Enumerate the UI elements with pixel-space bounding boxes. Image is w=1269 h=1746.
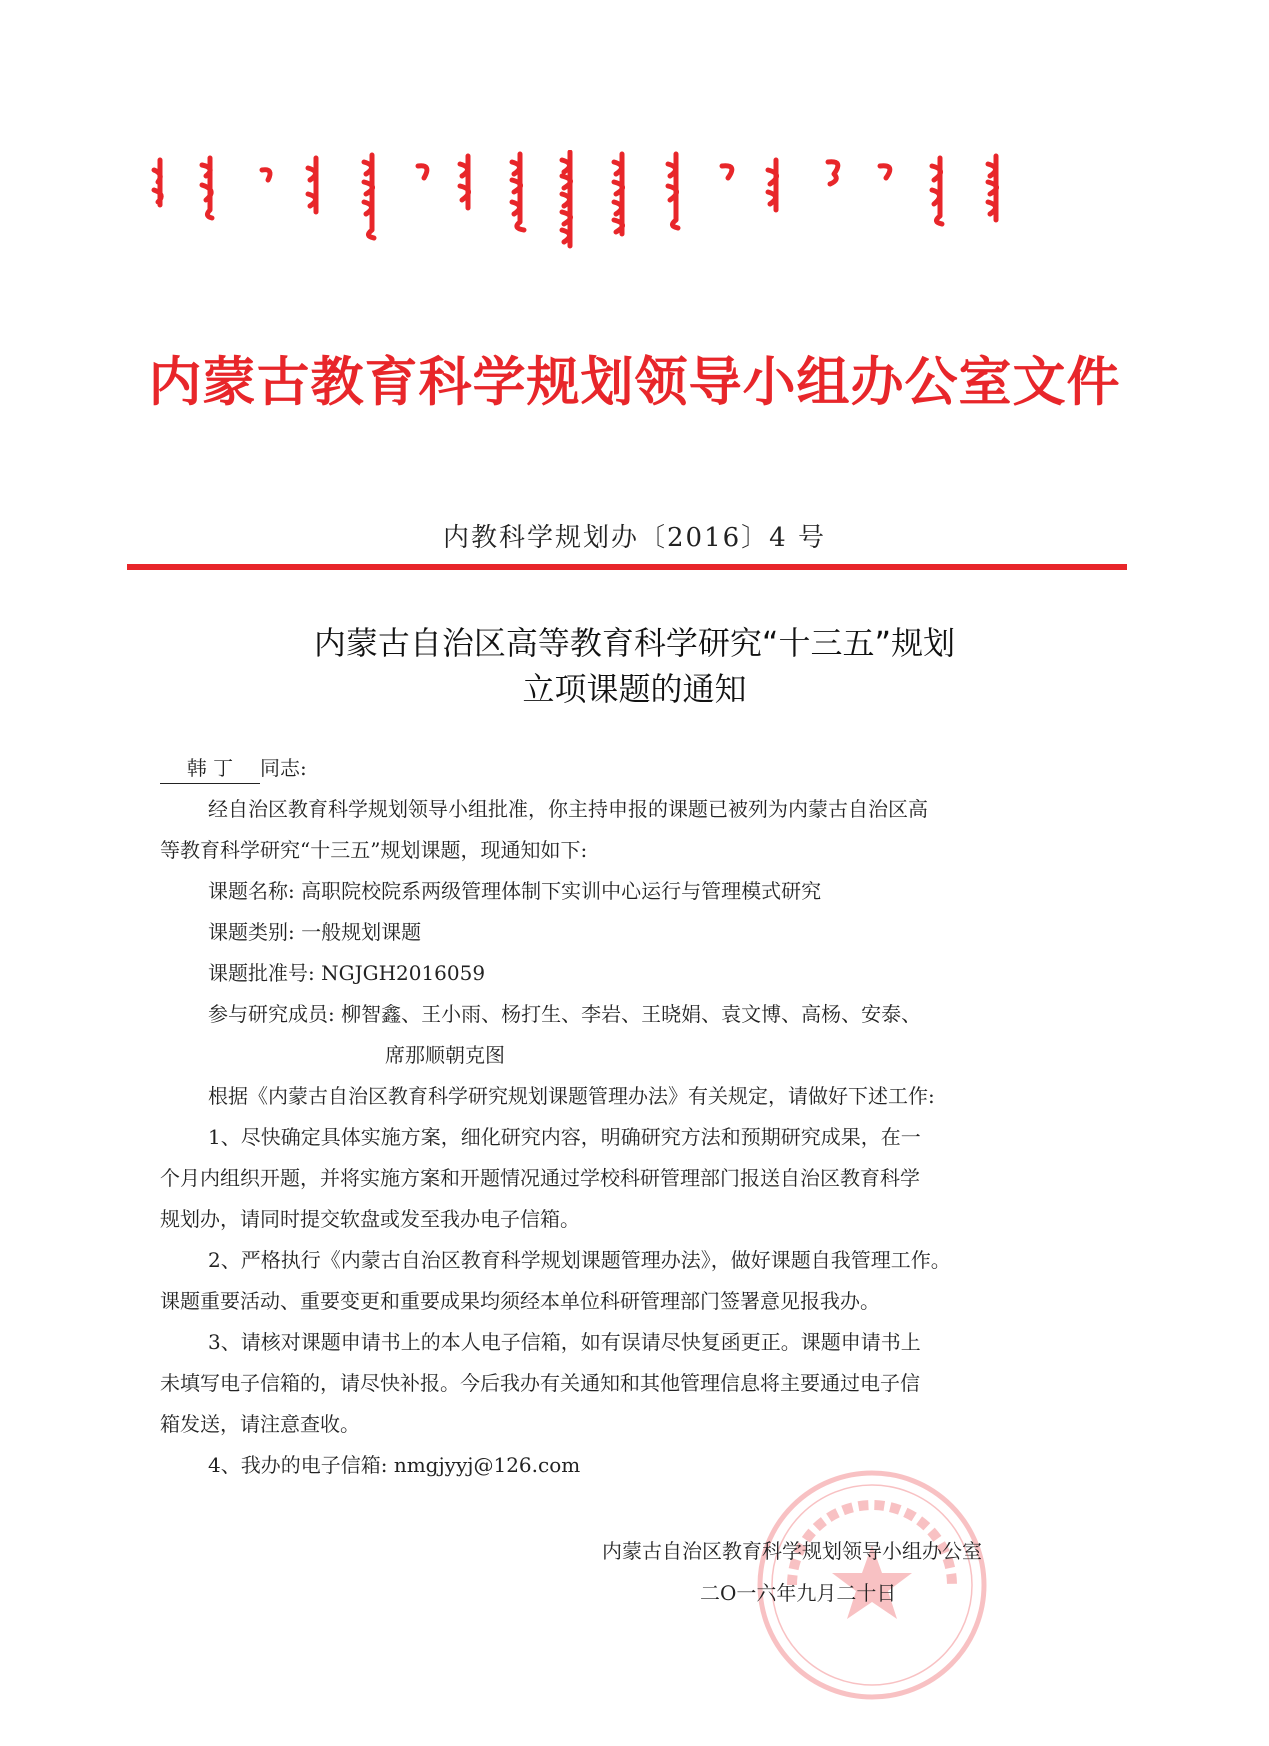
mongolian-script-graphic: [150, 150, 1120, 270]
red-divider-rule: [127, 564, 1127, 570]
item-1-line-2: 个月内组织开题，并将实施方案和开题情况通过学校科研管理部门报送自治区教育科学: [160, 1166, 920, 1190]
item-2-line-2: 课题重要活动、重要变更和重要成果均须经本单位科研管理部门签署意见报我办。: [160, 1289, 880, 1313]
salutation: [160, 748, 1120, 789]
item-3-line-1: 3、请核对课题申请书上的本人电子信箱，如有误请尽快复函更正。课题申请书上: [208, 1330, 921, 1354]
item-1-line-1: 1、尽快确定具体实施方案，细化研究内容，明确研究方法和预期研究成果，在一: [208, 1125, 921, 1149]
issuer-red-title: 内蒙古教育科学规划领导小组办公室文件: [148, 352, 1121, 413]
item-3-line-3: 箱发送，请注意查收。: [160, 1412, 360, 1436]
signing-organization: 内蒙古自治区教育科学规划领导小组办公室: [602, 1539, 982, 1563]
recipient-name: 韩 丁: [160, 753, 260, 784]
notice-body: [160, 748, 1120, 1486]
salutation-suffix: 同志:: [260, 756, 307, 780]
signature-block: [580, 1530, 1100, 1614]
project-category: 课题类别: 一般规划课题: [208, 920, 422, 944]
basis-paragraph: 根据《内蒙古自治区教育科学研究规划课题管理办法》有关规定，请做好下述工作:: [208, 1084, 935, 1108]
notice-title: [0, 620, 1269, 712]
signing-date: 二O一六年九月二十日: [700, 1581, 897, 1605]
members-line-2: 席那顺朝克图: [385, 1043, 505, 1067]
notice-title-line-2: 立项课题的通知: [522, 670, 747, 708]
item-4-email: 4、我办的电子信箱: nmgjyyj@126.com: [208, 1453, 581, 1477]
intro-line-2: 等教育科学研究“十三五”规划课题，现通知如下:: [160, 838, 588, 862]
project-name: 课题名称: 高职院校院系两级管理体制下实训中心运行与管理模式研究: [208, 879, 822, 903]
document-number: 内教科学规划办〔2016〕4 号: [443, 523, 826, 553]
members-line-1: 参与研究成员: 柳智鑫、王小雨、杨打生、李岩、王晓娟、袁文博、高杨、安泰、: [208, 1002, 922, 1026]
item-1-line-3: 规划办，请同时提交软盘或发至我办电子信箱。: [160, 1207, 580, 1231]
intro-line-1: 经自治区教育科学规划领导小组批准，你主持申报的课题已被列为内蒙古自治区高: [208, 797, 928, 821]
notice-title-line-1: 内蒙古自治区高等教育科学研究“十三五”规划: [313, 624, 956, 662]
item-3-line-2: 未填写电子信箱的，请尽快补报。今后我办有关通知和其他管理信息将主要通过电子信: [160, 1371, 920, 1395]
approval-number: 课题批准号: NGJGH2016059: [208, 961, 486, 985]
item-2-line-1: 2、严格执行《内蒙古自治区教育科学规划课题管理办法》，做好课题自我管理工作。: [208, 1248, 951, 1272]
mongolian-script-header: [150, 150, 1120, 270]
